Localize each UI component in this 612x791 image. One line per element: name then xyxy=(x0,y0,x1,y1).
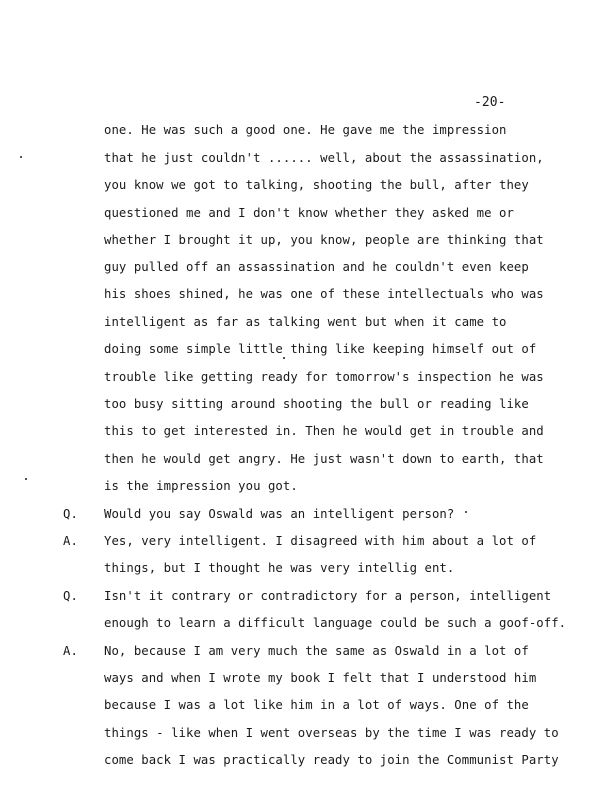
answer-line-2: ways and when I wrote my book I felt that I understood him xyxy=(104,671,537,685)
answer-line-5: come back I was practically ready to join the Communist Party xyxy=(104,753,559,767)
answer-line-1: Yes, very intelligent. I disagreed with him about a lot of xyxy=(104,534,537,548)
question-line: Would you say Oswald was an intelligent person? xyxy=(104,507,455,521)
scan-speck xyxy=(20,156,22,158)
text-line-13: then he would get angry. He just wasn't down to earth, that xyxy=(104,452,544,466)
text-line-1: one. He was such a good one. He gave me the impression xyxy=(104,123,507,137)
question-marker: Q. xyxy=(63,507,78,521)
question-marker: Q. xyxy=(63,589,78,603)
text-line-4: questioned me and I don't know whether they asked me or xyxy=(104,206,514,220)
text-line-10: trouble like getting ready for tomorrow's inspection he was xyxy=(104,370,544,384)
answer-marker: A. xyxy=(63,534,78,548)
text-line-14: is the impression you got. xyxy=(104,479,298,493)
text-line-12: this to get interested in. Then he would get in trouble and xyxy=(104,424,544,438)
answer-line-4: things - like when I went overseas by the time I was ready to xyxy=(104,726,559,740)
answer-line-2: things, but I thought he was very intellig ent. xyxy=(104,561,455,575)
question-line-1: Isn't it contrary or contradictory for a person, intelligent xyxy=(104,589,552,603)
text-line-6: guy pulled off an assassination and he couldn't even keep xyxy=(104,260,529,274)
scan-speck xyxy=(25,478,27,480)
text-line-5: whether I brought it up, you know, people are thinking that xyxy=(104,233,544,247)
text-line-7: his shoes shined, he was one of these intellectuals who was xyxy=(104,287,544,301)
scan-speck xyxy=(283,357,285,359)
text-line-11: too busy sitting around shooting the bull or reading like xyxy=(104,397,529,411)
page-number: -20- xyxy=(474,95,506,110)
scan-speck xyxy=(465,511,467,513)
question-line-2: enough to learn a difficult language could be such a goof-off. xyxy=(104,616,567,630)
text-line-2: that he just couldn't ...... well, about the assassination, xyxy=(104,151,544,165)
answer-marker: A. xyxy=(63,644,78,658)
text-line-3: you know we got to talking, shooting the bull, after they xyxy=(104,178,529,192)
text-line-8: intelligent as far as talking went but when it came to xyxy=(104,315,507,329)
answer-line-1: No, because I am very much the same as Oswald in a lot of xyxy=(104,644,529,658)
answer-line-3: because I was a lot like him in a lot of ways. One of the xyxy=(104,698,529,712)
text-line-9: doing some simple little thing like keeping himself out of xyxy=(104,342,537,356)
